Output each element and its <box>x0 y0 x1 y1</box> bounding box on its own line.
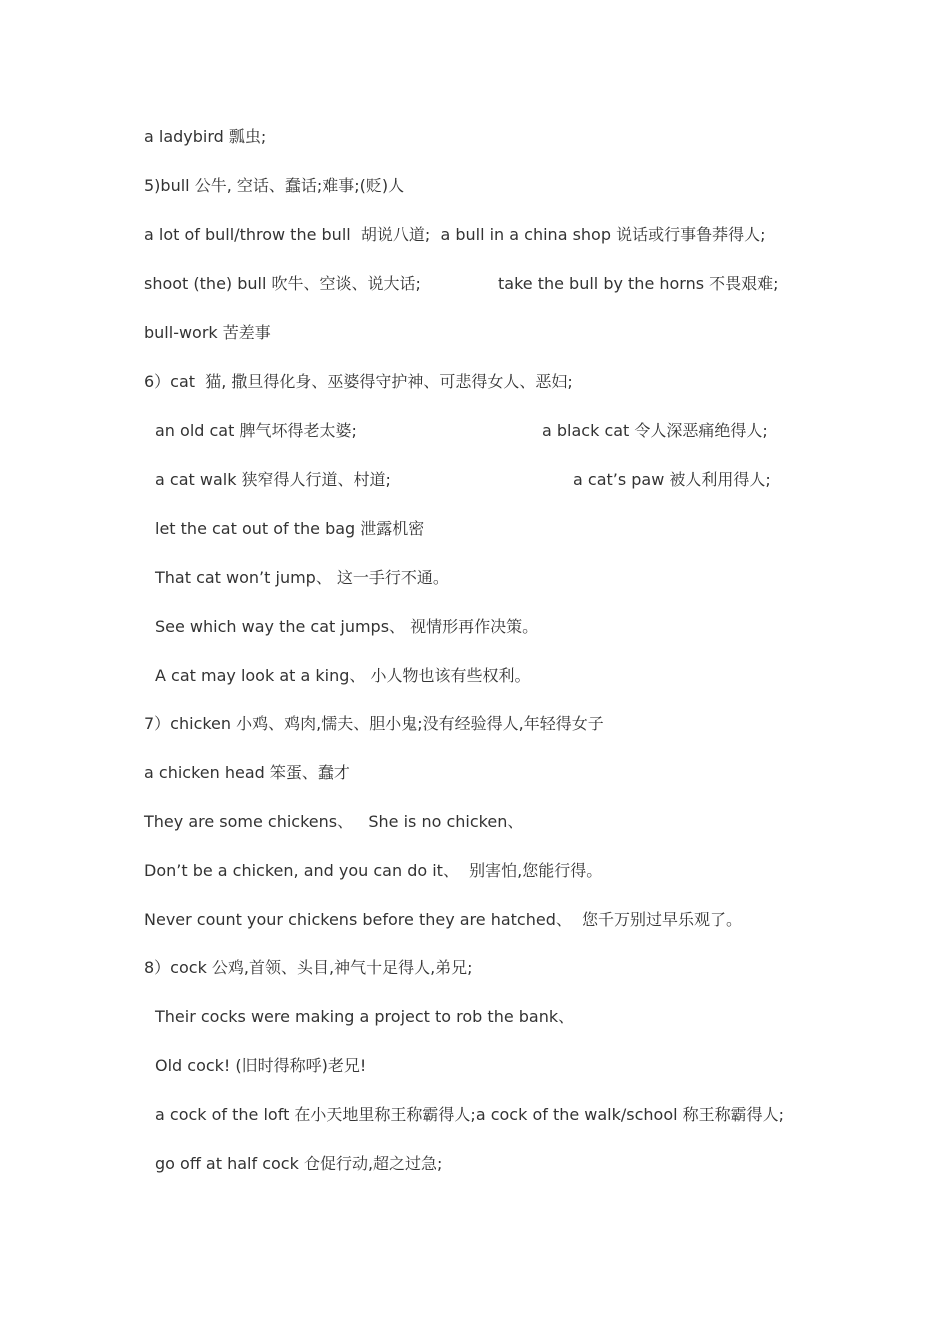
text-line-black-cat: a black cat 令人深恶痛绝得人; <box>542 421 768 440</box>
text-line-cock-of-loft: a cock of the loft 在小天地里称王称霸得人;a cock of the walk/school 称王称霸得人; <box>155 1105 785 1124</box>
text-line-cat-jumps: See which way the cat jumps、 视情形再作决策。 <box>155 617 539 636</box>
heading-bull: 5)bull 公牛, 空话、蠢话;难事;(贬)人 <box>144 176 405 195</box>
text-line-their-cocks: Their cocks were making a project to rob the bank、 <box>155 1007 575 1026</box>
text-line-shoot-bull: shoot (the) bull 吹牛、空谈、说大话; <box>144 274 421 293</box>
text-line-take-bull: take the bull by the horns 不畏艰难; <box>498 274 779 293</box>
heading-cat: 6）cat 猫, 撒旦得化身、巫婆得守护神、可悲得女人、恶妇; <box>144 372 573 391</box>
heading-cock: 8）cock 公鸡,首领、头目,神气十足得人,弟兄; <box>144 958 473 977</box>
text-line-dont-be-chicken: Don’t be a chicken, and you can do it、 别害怕,您能行得。 <box>144 861 603 880</box>
text-line-cat-out-of-bag: let the cat out of the bag 泄露机密 <box>155 519 425 538</box>
text-line-chicken-head: a chicken head 笨蛋、蠢才 <box>144 763 350 782</box>
text-line-count-chickens: Never count your chickens before they are hatched、 您千万别过早乐观了。 <box>144 910 743 929</box>
text-line-cat-walk: a cat walk 狭窄得人行道、村道; <box>155 470 391 489</box>
text-line-bull-phrases: a lot of bull/throw the bull 胡说八道; a bull in a china shop 说话或行事鲁莽得人; <box>144 225 766 244</box>
text-line-old-cat: an old cat 脾气坏得老太婆; <box>155 421 357 440</box>
text-line-some-chickens: They are some chickens、 She is no chicken、 <box>144 812 524 831</box>
text-line-cat-wont-jump: That cat won’t jump、 这一手行不通。 <box>155 568 449 587</box>
text-line-half-cock: go off at half cock 仓促行动,超之过急; <box>155 1154 443 1173</box>
text-line-cats-paw: a cat’s paw 被人利用得人; <box>573 470 771 489</box>
text-line-cat-king: A cat may look at a king、 小人物也该有些权利。 <box>155 666 531 685</box>
text-line-old-cock: Old cock! (旧时得称呼)老兄! <box>155 1056 367 1075</box>
text-line-ladybird: a ladybird 瓢虫; <box>144 127 267 146</box>
heading-chicken: 7）chicken 小鸡、鸡肉,懦夫、胆小鬼;没有经验得人,年轻得女子 <box>144 714 604 733</box>
text-line-bull-work: bull-work 苦差事 <box>144 323 271 342</box>
